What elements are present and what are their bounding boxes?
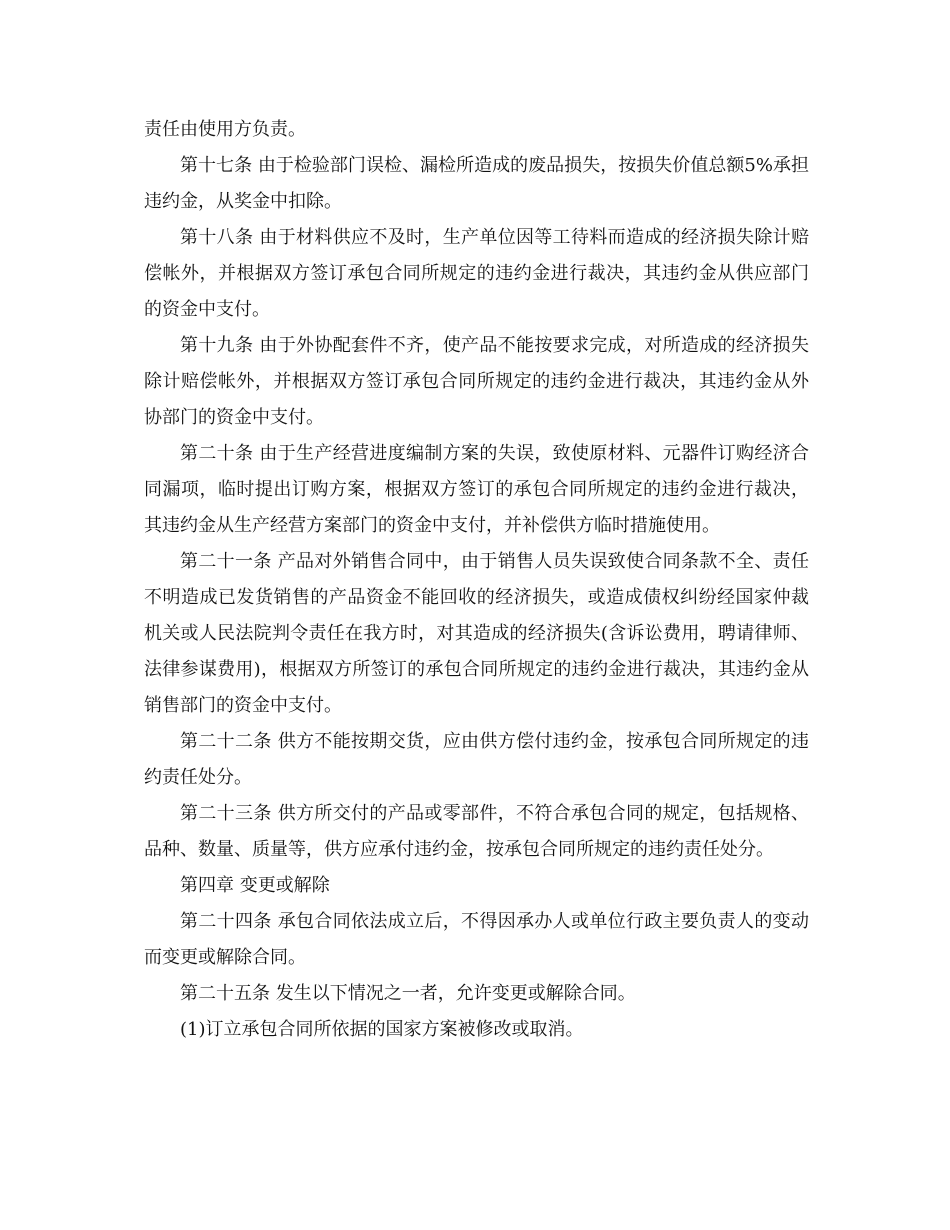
paragraph-article-23: 第二十三条 供方所交付的产品或零部件，不符合承包合同的规定，包括规格、品种、数量、质量等，供方应承付违约金，按承包合同所规定的违约责任处分。 [144, 803, 809, 860]
paragraph-article-24: 第二十四条 承包合同依法成立后，不得因承办人或单位行政主要负责人的变动而变更或解除合同。 [144, 911, 809, 968]
paragraph-article-21: 第二十一条 产品对外销售合同中，由于销售人员失误致使合同条款不全、责任不明造成已发货销售的产品资金不能回收的经济损失，或造成债权纠纷经国家仲裁机关或人民法院判令责任在我方时，对其造成的经济损失(含诉讼费用，聘请律师、法律参谋费用)，根据双方所签订的承包合同所规定的违约金进行裁决，其违约金从销售部门的资金中支付。 [144, 551, 809, 716]
list-item-1: (1)订立承包合同所依据的国家方案被修改或取消。 [180, 1019, 584, 1040]
paragraph-article-19: 第十九条 由于外协配套件不齐，使产品不能按要求完成，对所造成的经济损失除计赔偿帐外，并根据双方签订承包合同所规定的违约金进行裁决，其违约金从外协部门的资金中支付。 [144, 335, 809, 428]
paragraph-article-22: 第二十二条 供方不能按期交货，应由供方偿付违约金，按承包合同所规定的违约责任处分。 [144, 731, 809, 788]
paragraph-article-17: 第十七条 由于检验部门误检、漏检所造成的废品损失，按损失价值总额5%承担违约金，从奖金中扣除。 [144, 155, 809, 212]
paragraph-article-20: 第二十条 由于生产经营进度编制方案的失误，致使原材料、元器件订购经济合同漏项，临时提出订购方案，根据双方签订的承包合同所规定的违约金进行裁决，其违约金从生产经营方案部门的资金中支付，并补偿供方临时措施使用。 [144, 443, 809, 536]
document-body [144, 112, 809, 1048]
paragraph-continuation: 责任由使用方负责。 [144, 119, 306, 140]
paragraph-article-18: 第十八条 由于材料供应不及时，生产单位因等工待料而造成的经济损失除计赔偿帐外，并根据双方签订承包合同所规定的违约金进行裁决，其违约金从供应部门的资金中支付。 [144, 227, 809, 320]
chapter-heading: 第四章 变更或解除 [180, 875, 330, 896]
paragraph-article-25: 第二十五条 发生以下情况之一者，允许变更或解除合同。 [180, 983, 636, 1004]
